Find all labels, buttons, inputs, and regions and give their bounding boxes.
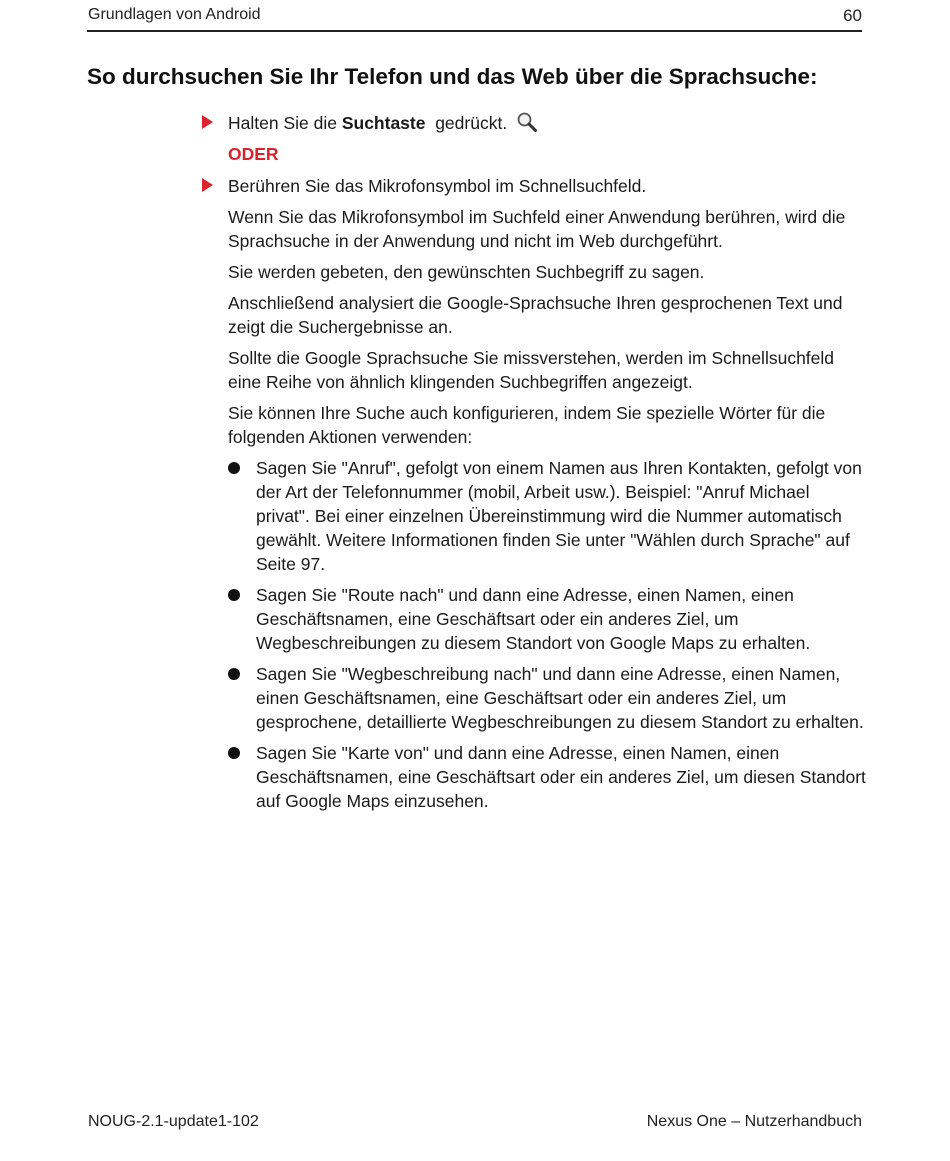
list-item bbox=[228, 456, 868, 576]
list-item-text: Sagen Sie "Karte von" und dann eine Adresse, einen Namen, einen Geschäftsnamen, eine Geschäftsart oder ein anderes Ziel, um diesen Standort auf Google Maps einzusehen. bbox=[256, 743, 866, 811]
list-item-text: Sagen Sie "Anruf", gefolgt von einem Namen aus Ihren Kontakten, gefolgt von der Art der Telefonnummer (mobil, Arbeit usw.). Beispiel: "Anruf Michael privat". Bei einer einzelnen Übereinstimmung wird die Nummer automatisch gewählt. Weitere Informationen finden Sie unter "Wählen durch Sprache" auf Seite 97. bbox=[256, 458, 862, 574]
list-item bbox=[228, 583, 868, 655]
step-arrow-icon bbox=[202, 115, 213, 129]
paragraph: Anschließend analysiert die Google-Sprachsuche Ihren gesprochenen Text und zeigt die Suchergebnisse an. bbox=[228, 293, 843, 337]
step-arrow-icon bbox=[202, 178, 213, 192]
step-1-prefix: Halten Sie die bbox=[228, 113, 342, 133]
list-item bbox=[228, 741, 868, 813]
bullet-icon bbox=[228, 668, 240, 680]
list-item-text: Sagen Sie "Route nach" und dann eine Adresse, einen Namen, einen Geschäftsnamen, eine Geschäftsart oder ein anderes Ziel, um Wegbeschreibungen zu diesem Standort von Google Maps zu erhalten. bbox=[256, 585, 811, 653]
document-title: Nexus One – Nutzerhandbuch bbox=[646, 1113, 862, 1130]
page-header bbox=[87, 4, 862, 32]
main-content bbox=[228, 111, 868, 820]
document-id: NOUG-2.1-update1-102 bbox=[88, 1113, 259, 1130]
step-1-suffix: gedrückt. bbox=[425, 113, 513, 133]
step-2-text: Berühren Sie das Mikrofonsymbol im Schnellsuchfeld. bbox=[228, 176, 647, 196]
paragraph: Sie werden gebeten, den gewünschten Suchbegriff zu sagen. bbox=[228, 262, 705, 282]
paragraph: Sie können Ihre Suche auch konfigurieren, indem Sie spezielle Wörter für die folgenden Aktionen verwenden: bbox=[228, 403, 826, 447]
page-title: So durchsuchen Sie Ihr Telefon und das Web über die Sprachsuche: bbox=[87, 64, 818, 89]
paragraph: Sollte die Google Sprachsuche Sie missverstehen, werden im Schnellsuchfeld eine Reihe von ähnlich klingenden Suchbegriffen angezeigt. bbox=[228, 348, 835, 392]
paragraph: Wenn Sie das Mikrofonsymbol im Suchfeld einer Anwendung berühren, wird die Sprachsuche in der Anwendung und nicht im Web durchgeführt. bbox=[228, 207, 846, 251]
bullet-icon bbox=[228, 462, 240, 474]
step-2 bbox=[228, 174, 868, 198]
bullet-icon bbox=[228, 747, 240, 759]
list-item-text: Sagen Sie "Wegbeschreibung nach" und dann eine Adresse, einen Namen, einen Geschäftsnamen, eine Geschäftsart oder ein anderes Ziel, um gesprochene, detaillierte Wegbeschreibungen zu diesem Standort zu erhalten. bbox=[256, 664, 864, 732]
section-title: Grundlagen von Android bbox=[88, 6, 261, 23]
list-item bbox=[228, 662, 868, 734]
bullet-list bbox=[228, 456, 868, 813]
bullet-icon bbox=[228, 589, 240, 601]
page-number: 60 bbox=[843, 6, 862, 25]
or-label: ODER bbox=[228, 144, 279, 164]
magnifier-icon bbox=[516, 111, 538, 133]
search-key-label: Suchtaste bbox=[341, 113, 426, 133]
step-1 bbox=[228, 111, 868, 135]
